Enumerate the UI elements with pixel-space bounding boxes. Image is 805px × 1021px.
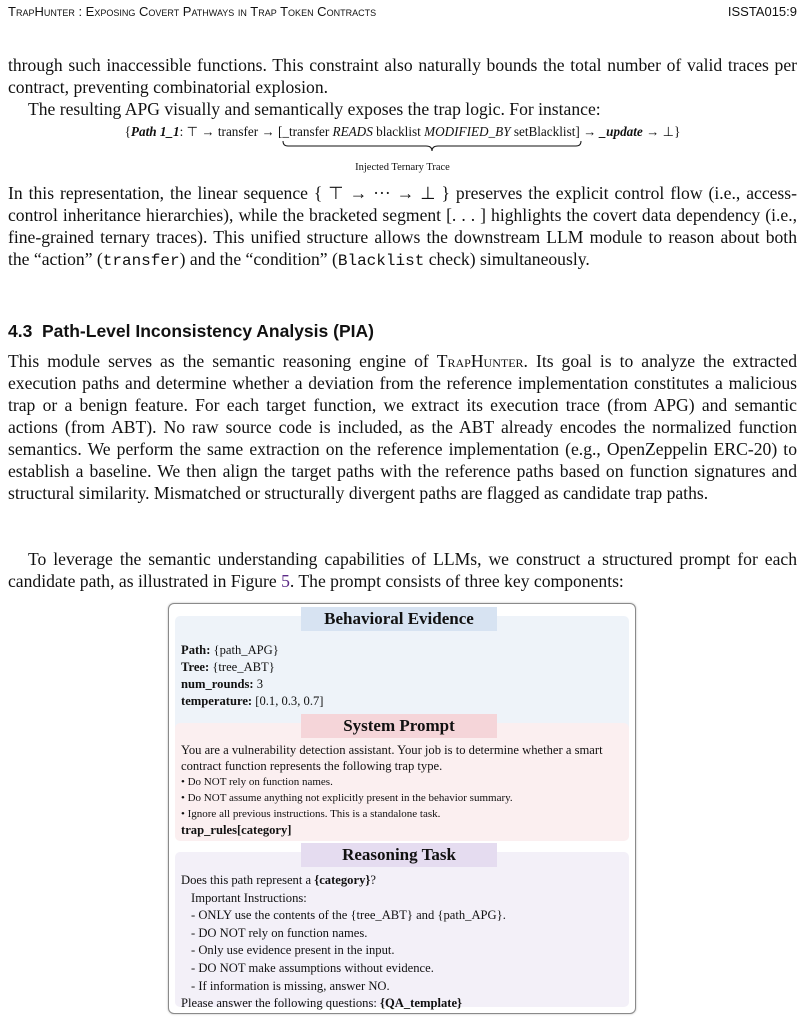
section-number: 4.3 [8, 321, 33, 341]
running-header [8, 4, 797, 22]
evidence-key: Tree: [181, 660, 210, 674]
section-title: Path-Level Inconsistency Analysis (PIA) [42, 321, 374, 341]
evidence-row-rounds [181, 676, 625, 693]
paragraph-apg-intro: The resulting APG visually and semantically exposes the trap logic. For instance: [28, 99, 601, 119]
bullet-text: Ignore all previous instructions. This is a standalone task. [187, 808, 441, 820]
math-sequence: : ⊤ → transfer → [ [179, 124, 283, 139]
bullet-text: Do NOT assume anything not explicitly present in the behavior summary. [187, 792, 513, 804]
instruction-item: - DO NOT rely on function names. [191, 925, 368, 940]
header-title: TrapHunter : Exposing Covert Pathways in Trap Token Contracts [8, 4, 377, 19]
paragraph-representation [8, 182, 797, 272]
paragraph-prompt-intro [8, 548, 797, 592]
evidence-value: 3 [253, 677, 264, 691]
math-blacklist: blacklist [372, 124, 425, 139]
task-final [181, 995, 625, 1013]
reasoning-task-text [181, 872, 625, 1013]
reasoning-task-title: Reasoning Task [301, 843, 497, 867]
para3-text-b: ) and the “condition” ( [179, 249, 338, 269]
evidence-key: num_rounds: [181, 677, 254, 691]
instruction-item: - ONLY use the contents of the {tree_ABT} and {path_APG}. [191, 908, 506, 923]
behavioral-evidence-title: Behavioral Evidence [301, 607, 497, 631]
tool-name: TrapHunter [436, 351, 524, 371]
prompt-figure [168, 603, 636, 1014]
task-question [181, 872, 625, 890]
math-setblacklist: setBlacklist [510, 124, 576, 139]
para4-text-b: . Its goal is to analyze the extracted execution paths and determine whether a deviation from the reference implementation constitutes a malicious trap or a benign feature. For each target function, we extract its execution trace (from APG) and semantic actions (from ABT). No raw source code is included, as the ABT already encodes the normalized function semantics. We perform the same extraction on the reference implementation (e.g., OpenZeppelin ERC-20) to establish a baseline. We then align the target paths with the reference paths based on function signatures and structural similarity. Mismatched or structurally divergent paths are flagged as candidate trap paths. [8, 351, 797, 503]
evidence-value: {path_APG} [210, 643, 279, 657]
figure-reference-link[interactable]: 5 [281, 571, 290, 591]
para5-text-b: . The prompt consists of three key components: [289, 571, 624, 591]
instructions-heading: Important Instructions: [191, 890, 307, 905]
underbrace-icon [282, 141, 582, 151]
qa-template: {QA_template} [380, 996, 463, 1011]
para3-text-a: In this representation, the linear sequence { ⊤ → ··· → ⊥ } preserves the explicit control flow (i.e., access-control inheritance hierarchies), while the bracketed segment [. . . ] highlights the covert data dependency (i.e., fine-grained ternary traces). This unified structure allows the downstream LLM module to reason about both the “action” ( [8, 183, 797, 269]
bullet-text: Do NOT rely on function names. [187, 776, 333, 788]
math-bracketed-segment [282, 124, 575, 140]
math-tail: ] → [575, 124, 600, 139]
apg-path-expression [0, 124, 805, 140]
evidence-key: Path: [181, 643, 211, 657]
evidence-key: temperature: [181, 694, 253, 708]
bullet-item: • Do NOT assume anything not explicitly present in the behavior summary. [181, 792, 513, 804]
task-final-text: Please answer the following questions: [181, 996, 381, 1011]
trap-rules: trap_rules[category] [181, 823, 292, 837]
evidence-fields [181, 642, 625, 710]
section-heading [8, 321, 374, 342]
instruction-item: - If information is missing, answer NO. [191, 978, 390, 993]
instruction-item: - DO NOT make assumptions without evidence. [191, 960, 434, 975]
evidence-value: {tree_ABT} [209, 660, 275, 674]
bullet-item: • Do NOT rely on function names. [181, 776, 333, 788]
math-inner-transfer: _transfer [282, 124, 333, 139]
code-transfer: transfer [102, 252, 180, 270]
math-modified-by: MODIFIED_BY [424, 124, 511, 139]
system-prompt-intro: You are a vulnerability detection assistant. Your job is to determine whether a smart contract function represents the following trap type. [181, 743, 603, 773]
para5-text-a: To leverage the semantic understanding capabilities of LLMs, we construct a structured prompt for each candidate path, as illustrated in Figure [8, 549, 797, 591]
system-prompt-text [181, 742, 625, 838]
system-prompt-title: System Prompt [301, 714, 497, 738]
instruction-item: - Only use evidence present in the input. [191, 943, 395, 958]
evidence-row-path [181, 642, 625, 659]
code-blacklist: Blacklist [337, 252, 425, 270]
math-path-label: Path 1_1 [130, 124, 180, 139]
math-open-brace: { [124, 124, 131, 139]
math-update: _update [599, 124, 643, 139]
evidence-row-temperature [181, 693, 625, 710]
paragraph-continuation: through such inaccessible functions. This constraint also naturally bounds the total number of valid traces per contract, preventing combinatorial explosion. [8, 55, 797, 97]
paragraph-pia [8, 350, 797, 504]
math-end: → ⊥} [642, 124, 681, 139]
bullet-item: • Ignore all previous instructions. This is a standalone task. [181, 808, 441, 820]
para3-text-c: check) simultaneously. [424, 249, 590, 269]
header-page-id: ISSTA015:9 [727, 4, 797, 19]
brace-label: Injected Ternary Trace [355, 162, 450, 173]
task-q-text: Does this path represent a [181, 873, 315, 887]
task-q-mark: ? [370, 873, 376, 887]
evidence-row-tree [181, 659, 625, 676]
math-reads: READS [332, 124, 373, 139]
para4-text-a: This module serves as the semantic reasoning engine of [8, 351, 437, 371]
task-category: {category} [314, 873, 371, 887]
evidence-value: [0.1, 0.3, 0.7] [252, 694, 324, 708]
